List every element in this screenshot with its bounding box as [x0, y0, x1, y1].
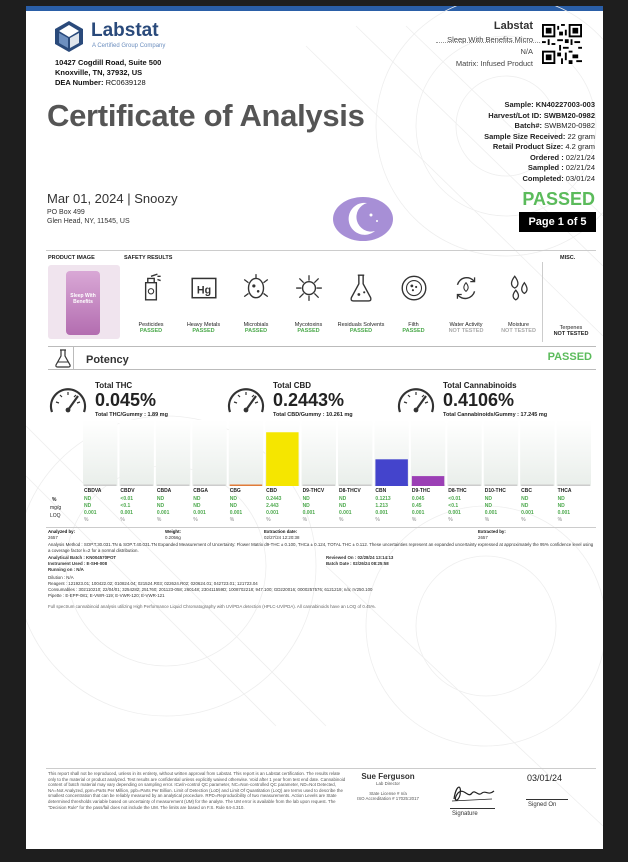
- summary-title: Total Cannabinoids: [443, 381, 517, 390]
- signed-on-line: [526, 799, 568, 800]
- sample-info-label: Sample:: [504, 100, 534, 109]
- analyzed-by: [48, 529, 75, 541]
- analyte-unit: %: [266, 517, 271, 523]
- sample-info-label: Sampled :: [527, 163, 564, 172]
- chart-column-bg: [192, 420, 226, 486]
- analyte-loq: 0.001: [411, 510, 425, 516]
- analyzed-by-label: Analyzed by:: [48, 529, 76, 534]
- analyte-pct: ND: [193, 496, 201, 502]
- sample-info-value: SWBM20-0982: [544, 121, 595, 130]
- section-divider: [46, 250, 596, 251]
- safety-result-residuals-solvents: [336, 272, 386, 334]
- summary-title: Total THC: [95, 381, 133, 390]
- chart-baseline: [157, 485, 189, 487]
- sample-info-label: Batch#:: [514, 121, 543, 130]
- sample-info-value: 03/01/24: [565, 173, 595, 183]
- safety-results-label: SAFETY RESULTS: [124, 255, 173, 261]
- analyte-pct: 0.2443: [266, 496, 282, 502]
- droplets-icon: [504, 272, 534, 302]
- header-lab-name: Labstat: [493, 20, 533, 32]
- heavy-metals-hg-icon: [189, 272, 219, 302]
- terpenes-name: Terpenes: [559, 325, 583, 331]
- chart-baseline: [339, 485, 371, 487]
- analyte-pct: ND: [84, 496, 92, 502]
- client-address: [47, 208, 130, 226]
- signed-date: 03/01/24: [527, 773, 563, 783]
- sample-info-value: SWBM20-0982: [543, 110, 595, 120]
- coa-page: [26, 6, 603, 849]
- analyte-loq: 0.001: [266, 510, 279, 516]
- potency-status: PASSED: [547, 351, 592, 363]
- safety-result-name: Mycotoxins: [294, 322, 323, 328]
- footer-disclaimer: This report shall not be reproduced, unless in its entirety, without written approval from Labstat. This report is an Labstat certification. The results relate only to the material or product analyzed. Test results are confidential unless explicitly waived otherwise. Void after 1 year from test end date. Cannabinoid content of batch material may vary depending on sampling error. ICw/n-control QC parameter, NC=Non-controlled QC parameter, ND=Not Detected, NA=Not Analyzed, ppm=Parts Per Million, ppb=Parts Per Billion. Limit of Detection (LoD) and Limit Of Quantitation (LoQ) are terms used to describe the smallest concentration that can be reliably measured by an analytical procedure. RPD=Reproducibility of two measurements. Action Levels are State determined thresholds variable based on uncertainty of measurement (UM) for the analyte. The UM error is available from the lab upon request. The "Decision Rule" for the pass/fail does not include the UM. The limits are based on F.S. Rule 64-4.310.: [48, 771, 346, 810]
- analyte-name: D9-THC: [411, 488, 431, 494]
- chart-baseline: [485, 485, 517, 487]
- sample-info-value: 22 gram: [567, 131, 595, 141]
- safety-result-name: Microbials: [243, 322, 269, 328]
- weight-label: Weight:: [165, 529, 182, 534]
- labstat-logo-icon: [52, 19, 86, 53]
- company-tagline: A Certified Group Company: [92, 43, 166, 49]
- sample-info-value: 02/21/24: [565, 152, 595, 162]
- analyte-loq: 0.001: [448, 510, 461, 516]
- misc-divider: [542, 262, 543, 342]
- analyte-pct: ND: [521, 496, 529, 502]
- header-right-block: [353, 20, 533, 68]
- sample-info-label: Sample Size Received:: [484, 131, 566, 141]
- safety-result-pesticides: [126, 272, 176, 334]
- sample-info-row: [375, 121, 595, 132]
- extracted-by: [478, 529, 506, 541]
- safety-result-filth: [389, 272, 439, 334]
- analyte-name: CBGA: [193, 488, 209, 494]
- company-name: Labstat: [91, 20, 159, 41]
- dilution: Dilution : N/A: [48, 575, 74, 580]
- summary-sub: Total CBD/Gummy : 10.261 mg: [273, 412, 353, 418]
- reviewed-on: Reviewed On : 02/28/24 13:14:13: [326, 555, 394, 560]
- analyte-name: D10-THC: [484, 488, 506, 494]
- safety-result-name: Heavy Metals: [186, 322, 221, 328]
- analyte-unit: %: [375, 517, 380, 523]
- pipette: Pipette : E-EPP-081; E-VWR-119; E-VWR-120; E-VWR-121: [48, 593, 165, 598]
- safety-result-status: PASSED: [192, 328, 215, 334]
- chart-baseline: [266, 485, 298, 487]
- instrument-used: Instrument Used : E-SHI-008: [48, 561, 108, 566]
- chart-baseline: [230, 485, 262, 487]
- gauge-icon: [226, 384, 266, 418]
- filth-dish-icon: [399, 272, 429, 302]
- chart-column-bg: [229, 420, 263, 486]
- signer-block: [348, 772, 428, 802]
- sample-info-value: 02/21/24: [565, 163, 595, 172]
- extracted-by-value: 2657: [478, 535, 488, 540]
- potency-label: Potency: [86, 354, 129, 366]
- analyte-unit: %: [302, 517, 308, 523]
- chart-column-bg: [156, 420, 190, 486]
- report-date: Mar 01, 2024 | Snoozy: [47, 191, 178, 206]
- sample-info-row: [375, 174, 595, 185]
- analyte-loq: 0.001: [521, 510, 534, 516]
- analyte-mgg: ND: [339, 503, 347, 509]
- safety-result-status: NOT TESTED: [501, 328, 536, 334]
- water-activity-icon: [451, 272, 481, 302]
- chart-baseline: [448, 485, 480, 487]
- iso-accreditation: ISO Accreditation # 17025:2017: [356, 796, 419, 802]
- reagent: Reagent : 121923.01; 100422.02; 010824.04; 021524.R03; 022624.R02; 020624.01; 042723.01; 121723.04: [48, 581, 258, 586]
- summary-value: 0.2443%: [273, 390, 345, 410]
- analyte-loq: 0.001: [557, 510, 571, 516]
- chart-baseline: [120, 485, 152, 487]
- analyte-mgg: ND: [302, 503, 310, 509]
- analyte-mgg: <0.1: [120, 503, 131, 509]
- signature-line: [450, 808, 495, 809]
- chart-column-bg: [302, 420, 336, 486]
- meta-divider: [46, 527, 596, 528]
- analyte-pct: <0.01: [120, 496, 134, 502]
- page-indicator: Page 1 of 5: [519, 212, 596, 232]
- analyte-loq: 0.001: [375, 510, 388, 516]
- chart-column-bg: [119, 420, 153, 486]
- analyte-mgg: ND: [193, 503, 201, 509]
- extracted-by-label: Extracted by:: [478, 529, 506, 534]
- analyte-name: CBN: [375, 488, 387, 494]
- analyte-name: CBG: [229, 488, 241, 494]
- analyte-unit: %: [448, 517, 453, 523]
- misc-terpenes: [546, 322, 596, 337]
- analyte-name: CBDA: [156, 488, 172, 494]
- analyte-unit: %: [484, 517, 490, 523]
- analyte-name: CBDV: [120, 488, 135, 494]
- analyte-unit: %: [411, 517, 417, 523]
- safety-result-water-activity: [441, 272, 491, 334]
- overall-status: PASSED: [522, 189, 595, 209]
- analyte-unit: %: [339, 517, 344, 523]
- signed-on-label: Signed On: [528, 802, 557, 808]
- header-matrix: Matrix: Infused Product: [455, 59, 533, 68]
- safety-result-name: Residuals Solvents: [337, 322, 385, 328]
- analyte-unit: %: [193, 517, 198, 523]
- chart-baseline: [375, 485, 407, 487]
- analyte-pct: ND: [557, 496, 565, 502]
- analyte-mgg: 2.443: [266, 503, 279, 509]
- analyte-pct: ND: [156, 496, 165, 502]
- sample-info-label: Ordered :: [529, 152, 564, 162]
- analyte-pct: ND: [229, 496, 237, 502]
- analyte-mgg: ND: [156, 503, 165, 509]
- analyte-name: D9-THCV: [302, 488, 325, 494]
- chart-column-bg: [447, 420, 481, 486]
- extraction-label: Extraction date:: [264, 529, 298, 534]
- analyte-unit: %: [120, 517, 125, 523]
- summary-sub: Total THC/Gummy : 1.89 mg: [95, 412, 168, 418]
- chart-baseline: [412, 485, 444, 487]
- header-na: N/A: [520, 47, 533, 56]
- chart-column-bg: [557, 420, 591, 486]
- safety-result-status: PASSED: [139, 328, 163, 334]
- analyte-pct: 0.1213: [375, 496, 391, 502]
- analyte-name: CBD: [266, 488, 277, 494]
- row-label-pct: %: [52, 497, 57, 503]
- sample-info-row: [375, 142, 595, 153]
- running-on: Running on : N/A: [48, 567, 84, 572]
- sample-info-row: [375, 111, 595, 122]
- gauge-icon: [396, 384, 436, 418]
- analyte-unit: %: [84, 517, 89, 523]
- document-title: Certificate of Analysis: [47, 98, 365, 133]
- microbe-icon: [241, 272, 271, 302]
- product-image: [48, 265, 120, 339]
- terpenes-status: NOT TESTED: [553, 331, 589, 337]
- analyte-pct: <0.01: [448, 496, 461, 502]
- row-label-mgg: mg/g: [50, 505, 62, 511]
- chart-bar-cbd: [266, 432, 298, 486]
- safety-result-name: Pesticides: [138, 322, 164, 328]
- analytical-batch: Analytical Batch : KN004570POT: [48, 555, 117, 560]
- safety-result-name: Water Activity: [449, 322, 483, 328]
- sample-info-row: [375, 132, 595, 143]
- potency-icon-divider: [73, 347, 74, 369]
- safety-result-name: Filth: [408, 322, 419, 328]
- signature-scribble: [448, 779, 498, 807]
- analyte-loq: 0.001: [193, 510, 206, 516]
- full-spectrum-note: Full spectrum cannabinoid analysis utilizing High Performance Liquid Chromatography with UV/PDA detection (HPLC-UV/PDA). All cannabinoids have an LOQ of 0.45%.: [48, 604, 376, 609]
- client-line-2: Glen Head, NY, 11545, US: [47, 218, 130, 225]
- safety-result-status: PASSED: [402, 328, 425, 334]
- sample-info-label: Harvest/Lot ID:: [488, 110, 542, 120]
- chart-baseline: [84, 485, 116, 487]
- misc-label: MISC.: [560, 255, 576, 261]
- svg-text:Hg: Hg: [196, 284, 211, 297]
- weight-value: 0.2056g: [165, 535, 181, 540]
- analyte-loq: 0.001: [229, 510, 243, 516]
- row-label-loq: LOQ: [50, 513, 61, 519]
- dea-number: [55, 78, 161, 88]
- safety-result-status: PASSED: [297, 328, 320, 334]
- analyte-unit: %: [156, 517, 162, 523]
- chart-baseline: [193, 485, 225, 487]
- chart-baseline: [303, 485, 335, 487]
- analyte-loq: 0.001: [120, 510, 133, 516]
- chart-bar-cbn: [375, 459, 407, 486]
- analyte-loq: 0.001: [302, 510, 316, 516]
- analyte-mgg: ND: [521, 503, 529, 509]
- analyte-loq: 0.001: [156, 510, 170, 516]
- flask-icon: [346, 272, 376, 302]
- safety-result-status: PASSED: [244, 328, 268, 334]
- company-address: [55, 58, 161, 88]
- analyte-mgg: ND: [557, 503, 565, 509]
- safety-result-status: PASSED: [349, 328, 373, 334]
- gauge-icon: [48, 384, 88, 418]
- safety-result-mycotoxins: [284, 272, 334, 334]
- analyte-mgg: 0.45: [411, 503, 422, 509]
- analyte-unit: %: [557, 517, 563, 523]
- consumables: Consumables : 302110210; 22/04/01; 3254282; 251760; 201123-058; 260148; 230411559D; 1008702218; 947.100; GD220016; 0000257576; 6121219; n/a; IV250.100: [48, 587, 373, 592]
- analyte-loq: 0.001: [484, 510, 498, 516]
- analyte-pct: ND: [339, 496, 347, 502]
- sample-info-value: 4.2 gram: [565, 142, 595, 151]
- analyte-mgg: ND: [484, 503, 492, 509]
- snoozy-moon-logo-icon: [331, 195, 395, 243]
- batch-date: Batch Date : 02/26/24 08:25:58: [326, 561, 389, 566]
- signer-name: Sue Ferguson: [361, 772, 415, 781]
- product-image-text: Sleep With Benefits: [70, 293, 96, 305]
- analyte-name: CBDVA: [84, 488, 102, 494]
- signature-label: Signature: [452, 811, 478, 817]
- signer-title: Lab Director: [376, 781, 400, 786]
- sample-info-row: [375, 153, 595, 164]
- summary-title: Total CBD: [273, 381, 312, 390]
- dea-label: DEA Number:: [55, 78, 104, 87]
- sample-info-value: KN40227003-003: [535, 100, 595, 109]
- analyte-mgg: ND: [229, 503, 237, 509]
- sample-info-label: Completed:: [522, 173, 564, 183]
- potency-bar-chart: [82, 420, 592, 486]
- potency-flask-icon: [54, 349, 72, 368]
- qr-code-icon[interactable]: [542, 24, 582, 64]
- analyte-pct: ND: [302, 496, 310, 502]
- analyte-unit: %: [229, 517, 235, 523]
- analyte-mgg: 1.213: [375, 503, 388, 509]
- analyte-loq: 0.001: [339, 510, 352, 516]
- extraction-value: 02/27/24 12:20:38: [264, 535, 300, 540]
- sample-info-label: Retail Product Size:: [492, 142, 564, 151]
- chart-column-bg: [338, 420, 372, 486]
- dea-value: RC0639128: [105, 78, 146, 87]
- analysis-method: Analysis Method : SOP.T.30.031.TN & SOP.T.40.031.TN Expanded Measurement of Uncertainty: Flower Matrix d9-THC ± 0.100, THCa ± 0.124, TOTAL THC ± 0.112. These uncertainties represent an expanded uncertainty expressed at approximately the 95% confidence level using a coverage factor k=2 for a normal distribution.: [48, 542, 594, 553]
- analyte-name: D8-THC: [448, 488, 467, 494]
- pesticide-sprayer-icon: [136, 272, 166, 302]
- safety-result-status: NOT TESTED: [448, 328, 484, 334]
- analyte-pct: 0.045: [411, 496, 425, 502]
- chart-baseline: [521, 485, 553, 487]
- header-divider: [436, 42, 540, 43]
- sample-info-row: [375, 100, 595, 111]
- client-line-1: PO Box 499: [47, 209, 85, 216]
- analyte-unit: %: [521, 517, 526, 523]
- address-line-2: Knoxville, TN, 37932, US: [55, 68, 143, 77]
- analyte-mgg: <0.1: [448, 503, 459, 509]
- analyte-name: CBC: [521, 488, 532, 494]
- analyte-mgg: ND: [84, 503, 92, 509]
- analyte-pct: ND: [484, 496, 492, 502]
- sample-info-row: [375, 163, 595, 174]
- safety-result-moisture: [494, 272, 544, 334]
- footer-divider: [46, 768, 596, 769]
- safety-result-heavy-metals: [179, 272, 229, 334]
- safety-result-name: Moisture: [507, 322, 530, 328]
- sample-info-block: [375, 100, 595, 184]
- state-license: State License # n/a: [369, 790, 407, 796]
- weight: [165, 529, 181, 541]
- safety-result-microbials: [231, 272, 281, 334]
- address-line-1: 10427 Cogdill Road, Suite 500: [55, 58, 162, 67]
- extraction-date: [264, 529, 299, 541]
- potency-header: [48, 346, 596, 370]
- analyzed-by-value: 2657: [48, 535, 58, 540]
- analyte-name: D8-THCV: [339, 488, 361, 494]
- chart-column-bg: [520, 420, 554, 486]
- product-image-label: PRODUCT IMAGE: [48, 255, 95, 261]
- summary-sub: Total Cannabinoids/Gummy : 17.245 mg: [443, 412, 548, 418]
- summary-value: 0.4106%: [443, 390, 515, 410]
- analyte-loq: 0.001: [84, 510, 97, 516]
- mycotoxin-icon: [294, 272, 324, 302]
- chart-column-bg: [484, 420, 518, 486]
- analyte-name: THCA: [557, 488, 572, 494]
- chart-column-bg: [83, 420, 117, 486]
- summary-value: 0.045%: [95, 390, 157, 410]
- header-product-name: Sleep With Benefits Micro: [447, 35, 533, 44]
- chart-baseline: [558, 485, 590, 487]
